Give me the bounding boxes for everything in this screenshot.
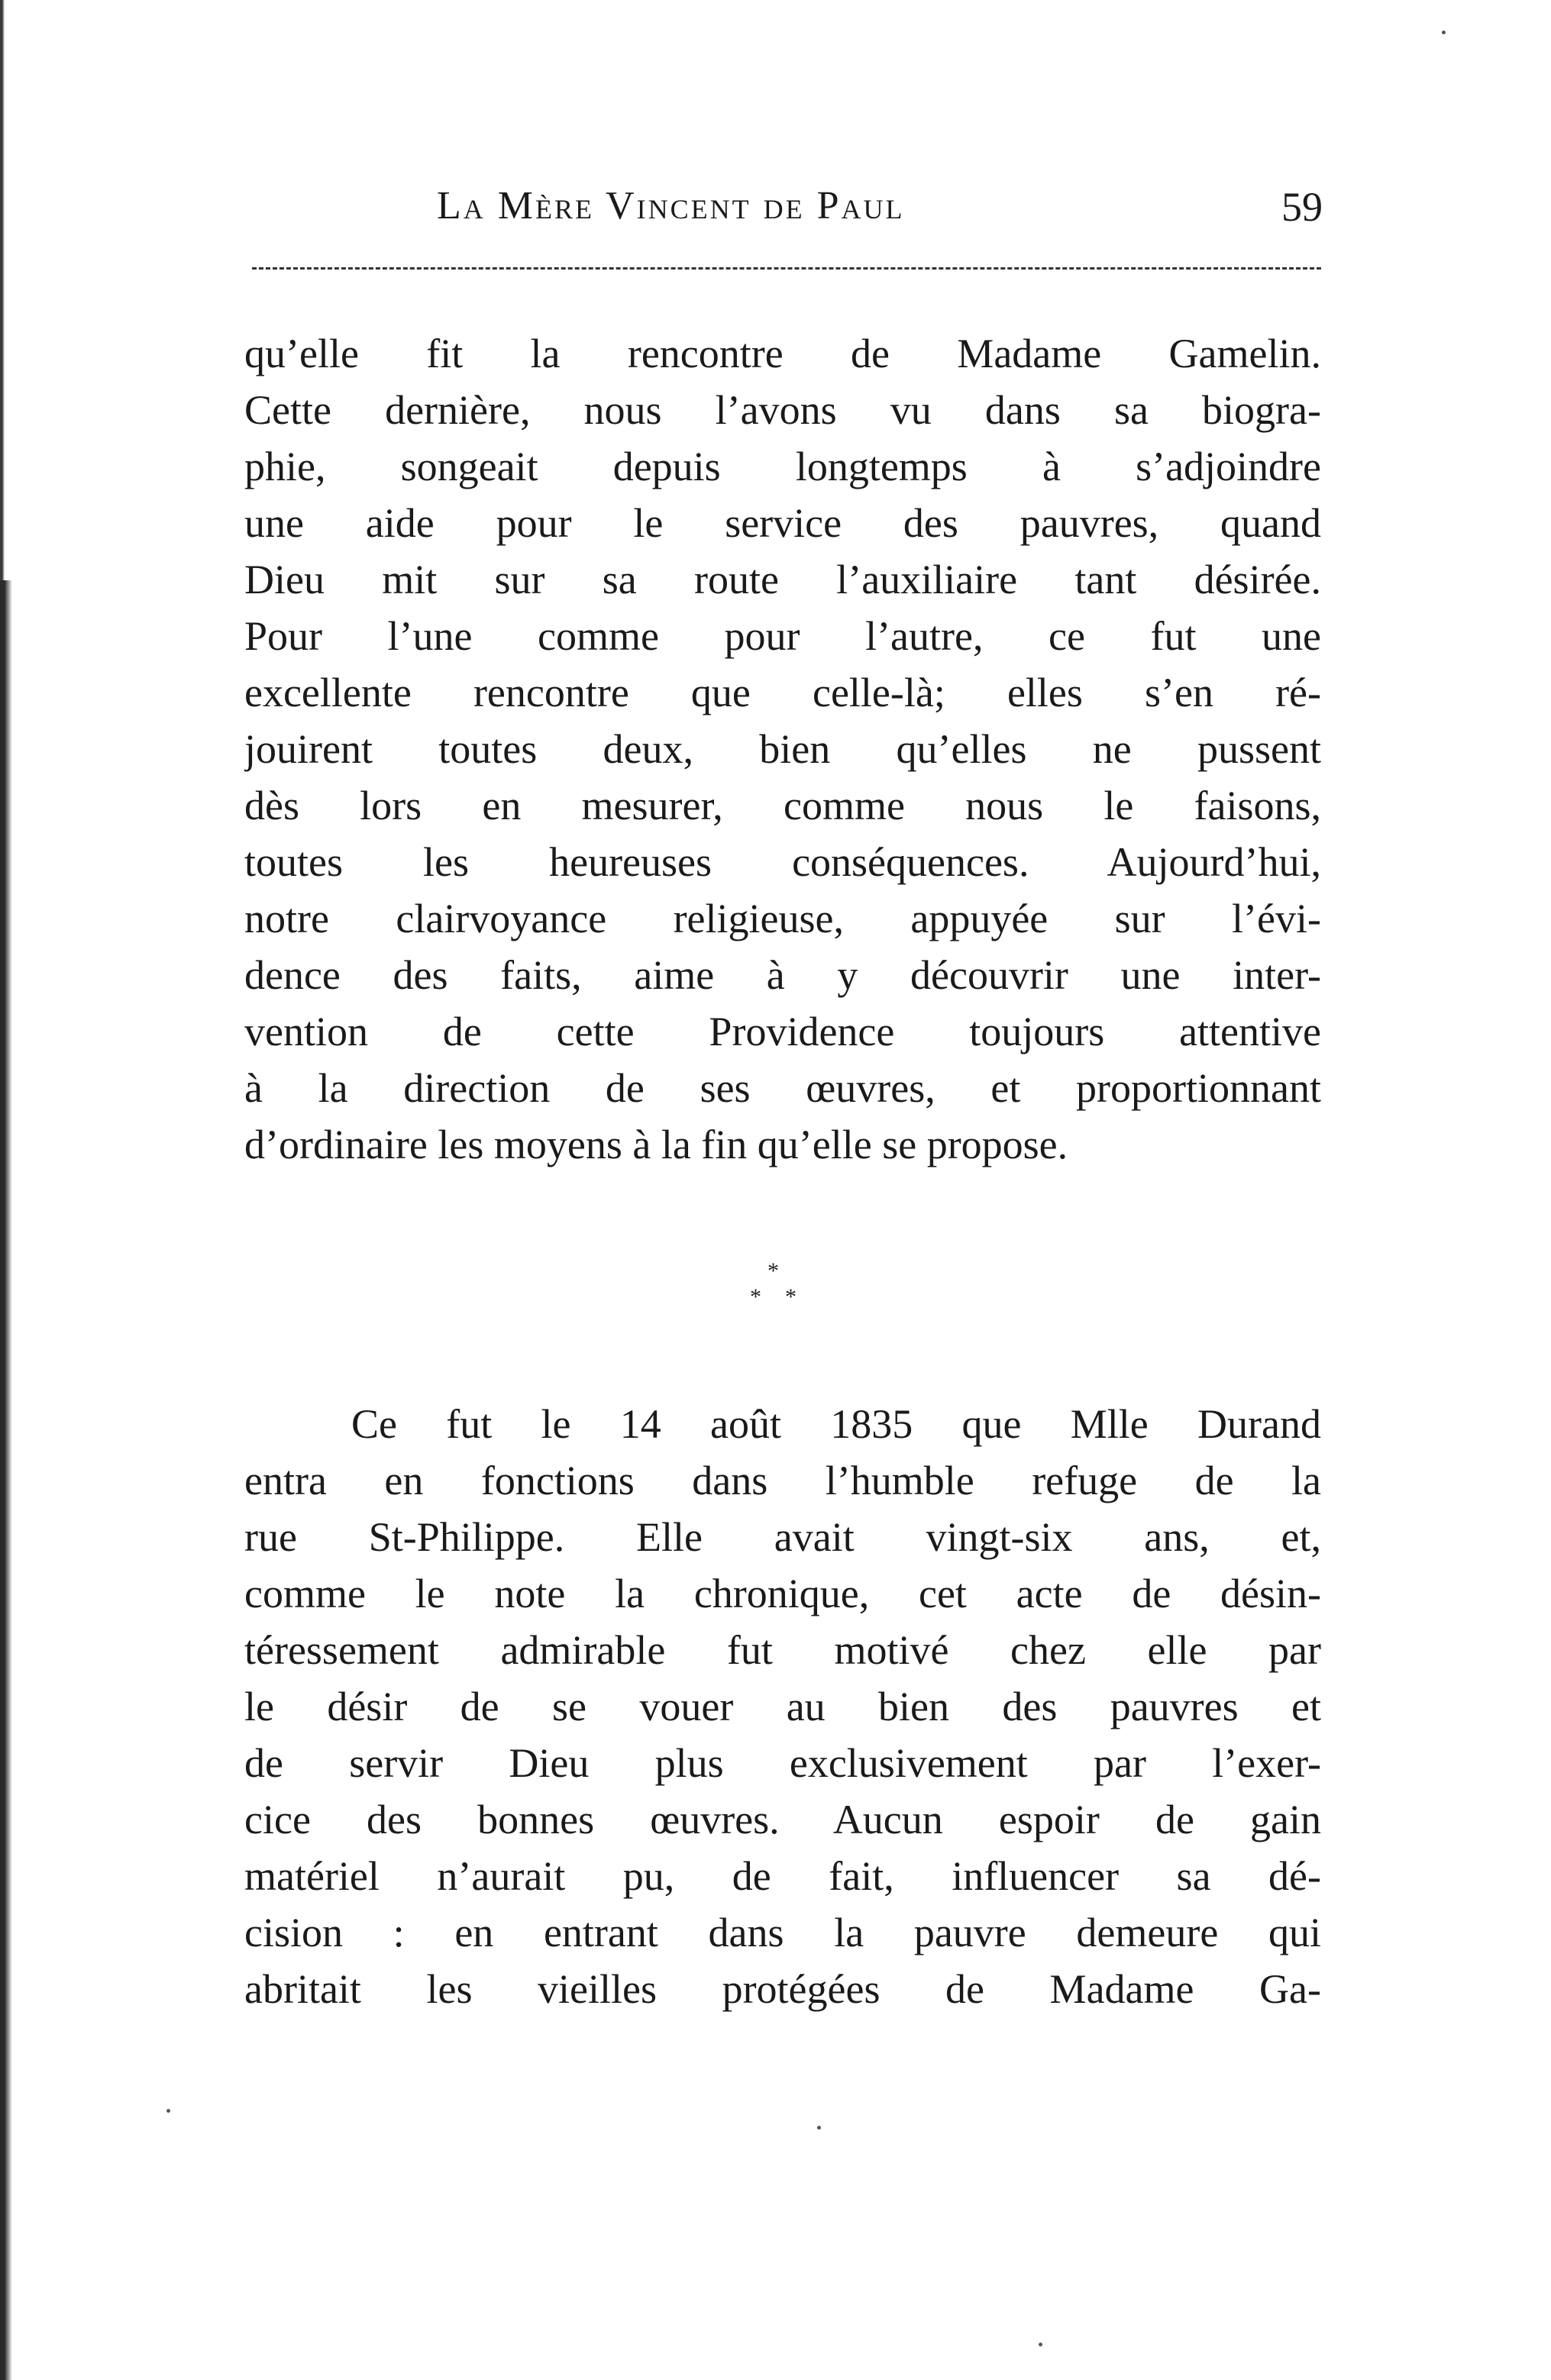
text-line: vention de cette Providence toujours attentive [244, 1009, 1321, 1054]
text-line: abritait les vieilles protégées de Madame Ga- [244, 1966, 1321, 2012]
asterism-star: * [767, 1258, 779, 1284]
running-title: La Mère Vincent de Paul [437, 184, 905, 228]
text-line: d’ordinaire les moyens à la fin qu’elle se propose. [244, 1122, 1068, 1167]
asterism-star: * [750, 1284, 761, 1309]
text-line: cision : en entrant dans la pauvre demeure qui [244, 1910, 1321, 1955]
scan-speck [166, 2109, 170, 2113]
text-line: entra en fonctions dans l’humble refuge de la [244, 1458, 1321, 1503]
asterism-star: * [785, 1284, 797, 1309]
text-line: dès lors en mesurer, comme nous le faisons, [244, 783, 1321, 828]
page-header [437, 183, 1323, 244]
text-line: notre clairvoyance religieuse, appuyée sur l’évi- [244, 896, 1321, 941]
header-rule [252, 267, 1321, 270]
text-line: comme le note la chronique, cet acte de désin- [244, 1571, 1321, 1616]
text-line: dence des faits, aime à y découvrir une inter- [244, 952, 1321, 998]
scan-speck [1039, 2343, 1042, 2346]
text-line: rue St-Philippe. Elle avait vingt-six ans, et, [244, 1514, 1321, 1560]
text-line: excellente rencontre que celle-là; elles s’en ré- [244, 670, 1321, 715]
text-line: phie, songeait depuis longtemps à s’adjoindre [244, 444, 1321, 489]
text-line: Pour l’une comme pour l’autre, ce fut une [244, 613, 1321, 659]
text-line: téressement admirable fut motivé chez elle par [244, 1627, 1321, 1673]
text-line: toutes les heureuses conséquences. Aujourd’hui, [244, 839, 1321, 885]
scan-speck [1442, 31, 1446, 34]
text-line: de servir Dieu plus exclusivement par l’exer- [244, 1740, 1321, 1786]
text-line: le désir de se vouer au bien des pauvres et [244, 1684, 1321, 1729]
page-number: 59 [1281, 184, 1323, 230]
paragraph-1 [244, 325, 1321, 1173]
text-line: Ce fut le 14 août 1835 que Mlle Durand [351, 1401, 1321, 1447]
text-line: matériel n’aurait pu, de fait, influencer sa dé- [244, 1853, 1321, 1899]
text-line: cice des bonnes œuvres. Aucun espoir de gain [244, 1797, 1321, 1842]
paragraph-2 [244, 1396, 1321, 2017]
text-line: une aide pour le service des pauvres, quand [244, 500, 1321, 546]
text-line: jouirent toutes deux, bien qu’elles ne pussent [244, 726, 1321, 772]
asterism-separator [733, 1260, 825, 1329]
text-line: à la direction de ses œuvres, et proportionnant [244, 1065, 1321, 1111]
text-line: Dieu mit sur sa route l’auxiliaire tant désirée. [244, 557, 1321, 602]
text-line: Cette dernière, nous l’avons vu dans sa biogra- [244, 387, 1321, 433]
text-line: qu’elle fit la rencontre de Madame Gamelin. [244, 331, 1321, 376]
scan-speck [817, 2126, 821, 2130]
binding-edge-shadow [0, 0, 12, 580]
